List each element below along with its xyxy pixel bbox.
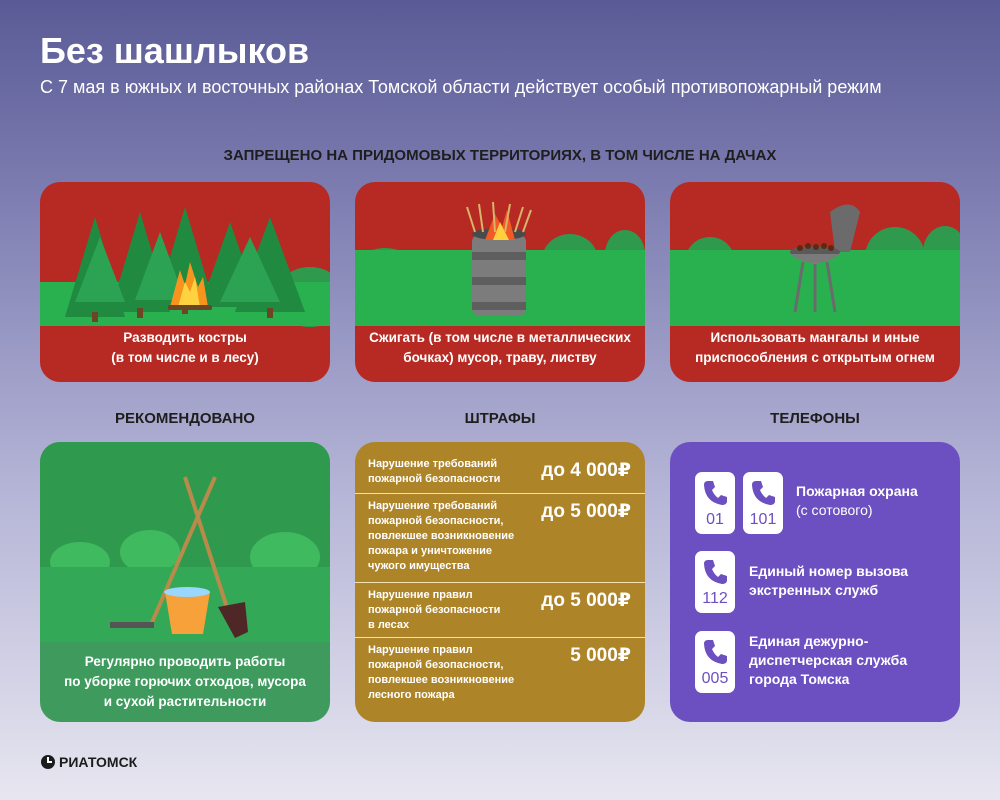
fine-row-1 (355, 442, 645, 494)
fine-1-line1: Нарушение требований (368, 458, 498, 470)
prohibited-barrel-line1: Сжигать (в том числе в металлических (369, 330, 631, 345)
recommended-card (40, 442, 330, 722)
fine-3-line3: в лесах (368, 619, 410, 631)
fine-4-amount: 5 000₽ (570, 645, 631, 666)
prohibited-campfire-line1: Разводить костры (123, 330, 247, 345)
fine-2-amount: до 5 000₽ (541, 501, 631, 522)
prohibited-grill-line1: Использовать мангалы и иные (710, 330, 920, 345)
fine-row-2 (355, 494, 645, 583)
prohibited-grill-line2: приспособления с открытым огнем (695, 350, 935, 365)
phone-dispatch-line2: диспетчерская служба (749, 652, 908, 668)
phones-heading: ТЕЛЕФОНЫ (770, 410, 860, 427)
fine-2-line3: повлекшее возникновение (368, 530, 515, 542)
recommended-line3: и сухой растительности (103, 694, 267, 709)
ria-tomsk-logo (40, 754, 137, 770)
phones-card (670, 442, 960, 722)
fine-4-line3: повлекшее возникновение (368, 674, 515, 686)
fine-3-line2: пожарной безопасности (368, 604, 501, 616)
phone-fire-label: Пожарная охрана (796, 483, 918, 499)
prohibited-card-barrel (355, 182, 645, 382)
burning-barrel-icon (467, 202, 531, 316)
phone-101-icon (743, 472, 783, 534)
phone-number-01: 01 (706, 511, 724, 528)
phone-112-icon (695, 551, 735, 613)
phone-dispatch-line1: Единая дежурно- (749, 633, 869, 649)
handset-icon (749, 478, 777, 506)
recommended-line2: по уборке горючих отходов, мусора (64, 674, 306, 689)
recommended-line1: Регулярно проводить работы (84, 654, 286, 669)
fine-row-4 (355, 638, 645, 722)
phone-005-icon (695, 631, 735, 693)
page-title: Без шашлыков (40, 30, 310, 71)
fine-1-amount: до 4 000₽ (541, 460, 631, 481)
handset-icon (701, 557, 729, 585)
prohibited-card-grill (670, 182, 960, 382)
phone-dispatch-line3: города Томска (749, 671, 850, 687)
fine-2-line2: пожарной безопасности, (368, 515, 504, 527)
prohibited-barrel-line2: бочках) мусор, траву, листву (403, 350, 597, 365)
prohibited-card-campfire (40, 182, 330, 382)
fine-row-3 (355, 583, 645, 638)
phone-number-112: 112 (702, 590, 728, 607)
fine-1-line2: пожарной безопасности (368, 473, 501, 485)
phone-emergency-line2: экстренных служб (749, 582, 879, 598)
fines-heading: ШТРАФЫ (464, 410, 536, 427)
phone-01-icon (695, 472, 735, 534)
fine-2-line5: чужого имущества (368, 560, 470, 572)
fine-3-line1: Нарушение правил (368, 589, 473, 601)
phone-fire-sub: (с сотового) (796, 502, 873, 518)
handset-icon (701, 478, 729, 506)
fine-3-amount: до 5 000₽ (541, 590, 631, 611)
prohibited-campfire-line2: (в том числе и в лесу) (111, 350, 259, 365)
fine-2-line1: Нарушение требований (368, 500, 498, 512)
handset-icon (701, 637, 729, 665)
fine-4-line2: пожарной безопасности, (368, 659, 504, 671)
garden-tools-illustration (40, 442, 330, 642)
fines-card (355, 442, 645, 722)
page-subtitle: С 7 мая в южных и восточных районах Томской области действует особый противопожарный режим (40, 77, 882, 97)
logo-text: РИАТОМСК (59, 754, 138, 770)
ria-logo-icon (40, 754, 56, 770)
phone-number-101: 101 (749, 511, 777, 528)
recommended-heading: РЕКОМЕНДОВАНО (115, 410, 255, 427)
fine-4-line4: лесного пожара (368, 689, 455, 701)
phone-number-005: 005 (701, 670, 729, 687)
fine-2-line4: пожара и уничтожение (368, 545, 493, 557)
phone-emergency-line1: Единый номер вызова (749, 563, 909, 579)
prohibited-heading: ЗАПРЕЩЕНО НА ПРИДОМОВЫХ ТЕРРИТОРИЯХ, В ТОМ ЧИСЛЕ НА ДАЧАХ (223, 147, 777, 164)
fine-4-line1: Нарушение правил (368, 644, 473, 656)
